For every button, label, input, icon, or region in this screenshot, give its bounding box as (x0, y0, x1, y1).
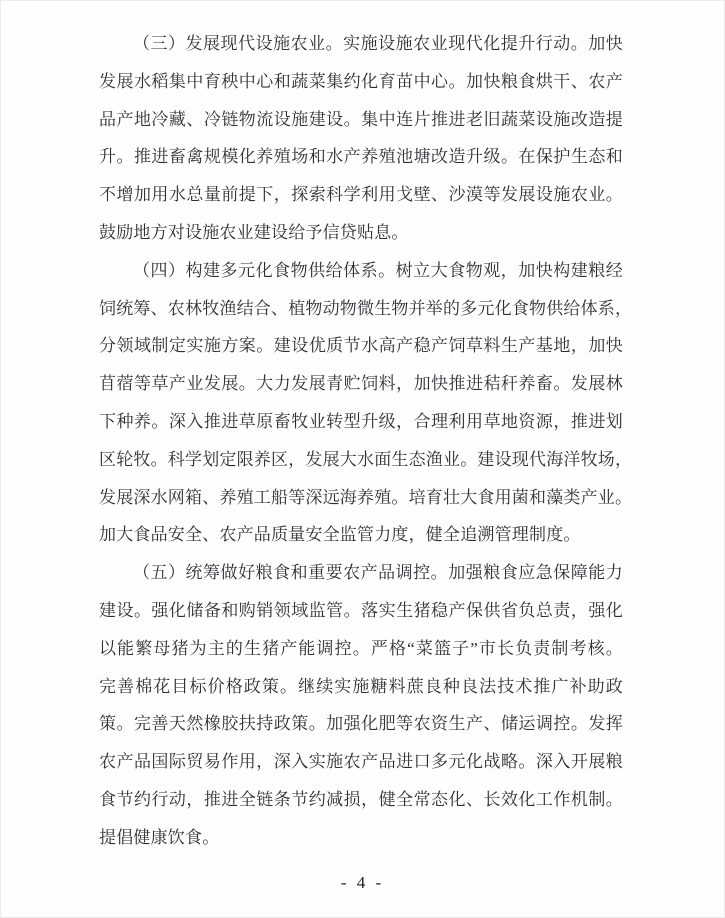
text-line: 升。推进畜禽规模化养殖场和水产养殖池塘改造升级。在保护生态和 (99, 147, 623, 167)
text-line: （四）构建多元化食物供给体系。树立大食物观，加快构建粮经 (133, 260, 623, 280)
text-line: （三）发展现代设施农业。实施设施农业现代化提升行动。加快 (133, 34, 623, 53)
text-line: 饲统筹、农林牧渔结合、植物动物微生物并举的多元化食物供给体系， (99, 298, 633, 318)
paragraph-section-5 (99, 554, 623, 856)
text-line: 策。完善天然橡胶扶持政策。加强化肥等农资生产、储运调控。发挥 (99, 714, 623, 734)
text-line: 发展深水网箱、养殖工船等深远海养殖。培育壮大食用菌和藻类产业。 (99, 487, 633, 507)
text-line: 区轮牧。科学划定限养区，发展大水面生态渔业。建设现代海洋牧场， (99, 449, 633, 469)
text-line: 苜蓿等草产业发展。大力发展青贮饲料，加快推进秸秆养畜。发展林 (99, 374, 623, 394)
text-line: 提倡健康饮食。 (99, 827, 220, 847)
text-line: （五）统筹做好粮食和重要农产品调控。加强粮食应急保障能力 (133, 563, 623, 583)
text-line: 农产品国际贸易作用，深入实施农产品进口多元化战略。深入开展粮 (99, 752, 623, 772)
text-line: 完善棉花目标价格政策。继续实施糖料蔗良种良法技术推广补助政 (99, 676, 623, 696)
text-line: 品产地冷藏、冷链物流设施建设。集中连片推进老旧蔬菜设施改造提 (99, 109, 623, 129)
paragraph-section-3 (99, 25, 623, 252)
text-line: 分领域制定实施方案。建设优质节水高产稳产饲草料生产基地，加快 (99, 336, 623, 356)
page-number: - 4 - (340, 873, 385, 892)
text-line: 不增加用水总量前提下，探索科学利用戈壁、沙漠等发展设施农业。 (99, 185, 623, 205)
document-body (99, 25, 633, 857)
text-line: 下种养。深入推进草原畜牧业转型升级，合理利用草地资源，推进划 (99, 411, 623, 431)
text-line: 发展水稻集中育秧中心和蔬菜集约化育苗中心。加快粮食烘干、农产 (99, 71, 623, 91)
text-line: 加大食品安全、农产品质量安全监管力度，健全追溯管理制度。 (99, 525, 581, 545)
paragraph-section-4 (99, 252, 633, 554)
text-line: 食节约行动，推进全链条节约减损，健全常态化、长效化工作机制。 (99, 789, 623, 809)
text-line: 以能繁母猪为主的生猪产能调控。严格“菜篮子”市长负责制考核。 (99, 638, 623, 658)
text-line: 鼓励地方对设施农业建设给予信贷贴息。 (99, 222, 409, 242)
text-line: 建设。强化储备和购销领域监管。落实生猪稳产保供省负总责，强化 (99, 600, 623, 620)
